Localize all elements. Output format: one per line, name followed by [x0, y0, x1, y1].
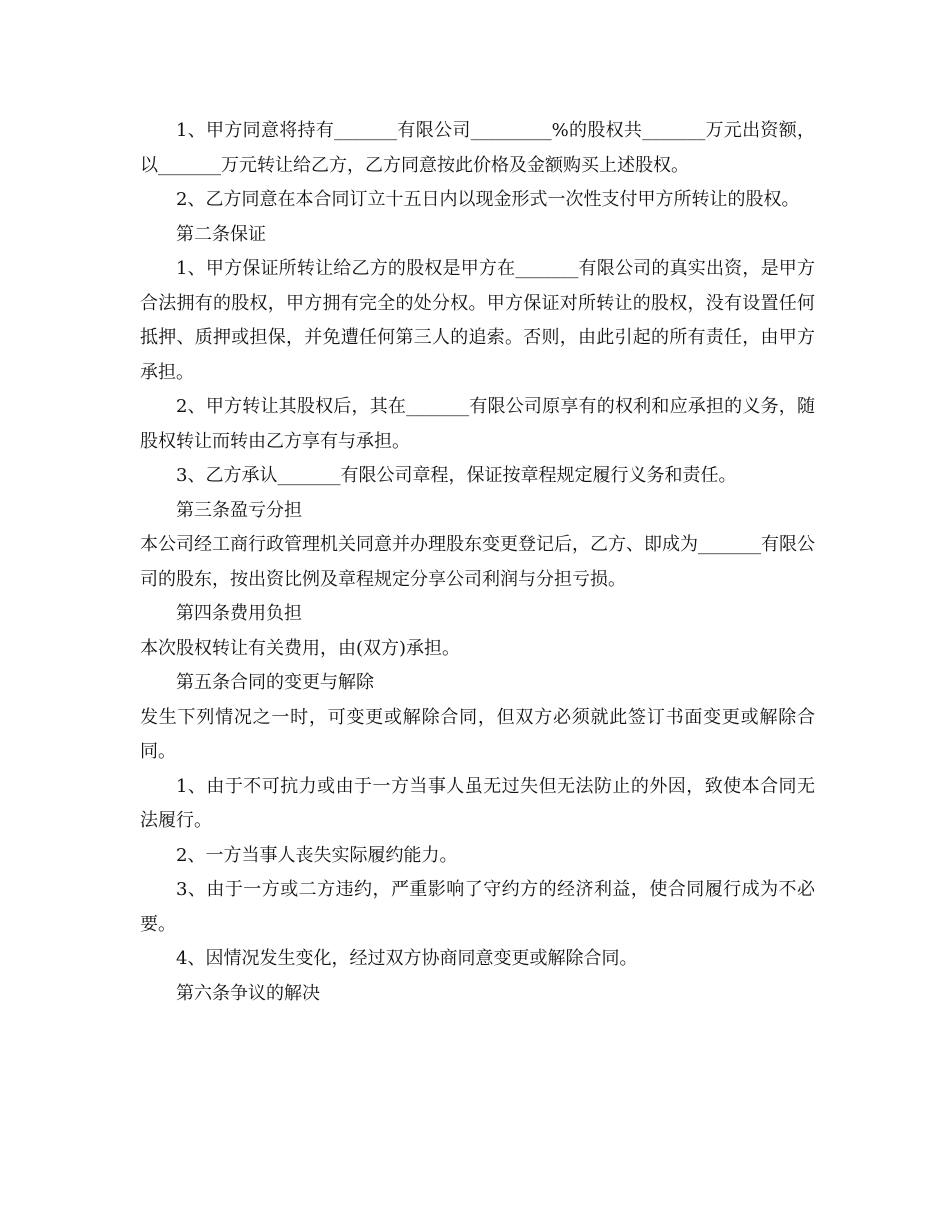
modification-clause-3: 3、由于一方或二方违约，严重影响了守约方的经济利益，使合同履行成为不必要。	[140, 879, 815, 935]
contract-body	[140, 114, 815, 1011]
guarantee-clause-2: 2、甲方转让其股权后，其在_______有限公司原享有的权利和应承担的义务，随股权转让而转由乙方享有与承担。	[140, 396, 815, 452]
guarantee-clause-1: 1、甲方保证所转让给乙方的股权是甲方在_______有限公司的真实出资，是甲方合法拥有的股权，甲方拥有完全的处分权。甲方保证对所转让的股权，没有设置任何抵押、质押或担保，并免遭任何第三人的追索。否则，由此引起的所有责任，由甲方承担。	[140, 258, 815, 383]
fees-body: 本次股权转让有关费用，由(双方)承担。	[140, 637, 461, 659]
profit-loss-body: 本公司经工商行政管理机关同意并办理股东变更登记后，乙方、即成为_______有限公司的股东，按出资比例及章程规定分享公司利润与分担亏损。	[140, 534, 815, 590]
modification-clause-1: 1、由于不可抗力或由于一方当事人虽无过失但无法防止的外因，致使本合同无法履行。	[140, 775, 815, 831]
section-heading-guarantee: 第二条保证	[176, 223, 266, 245]
section-heading-profit-loss: 第三条盈亏分担	[176, 499, 302, 521]
clause-1-transfer-terms: 1、甲方同意将持有_______有限公司_________%的股权共_______万元出资额，以_______万元转让给乙方，乙方同意按此价格及金额购买上述股权。	[140, 120, 815, 176]
section-heading-fees: 第四条费用负担	[176, 603, 302, 624]
modification-clause-2: 2、一方当事人丧失实际履约能力。	[176, 844, 458, 866]
modification-clause-4: 4、因情况发生变化，经过双方协商同意变更或解除合同。	[176, 948, 638, 969]
section-heading-modification: 第五条合同的变更与解除	[176, 672, 374, 693]
modification-body: 发生下列情况之一时，可变更或解除合同，但双方必须就此签订书面变更或解除合同。	[140, 706, 815, 762]
section-heading-dispute: 第六条争议的解决	[176, 982, 320, 1004]
clause-2-payment-terms: 2、乙方同意在本合同订立十五日内以现金形式一次性支付甲方所转让的股权。	[176, 189, 800, 210]
guarantee-clause-3: 3、乙方承认_______有限公司章程，保证按章程规定履行义务和责任。	[176, 465, 737, 486]
